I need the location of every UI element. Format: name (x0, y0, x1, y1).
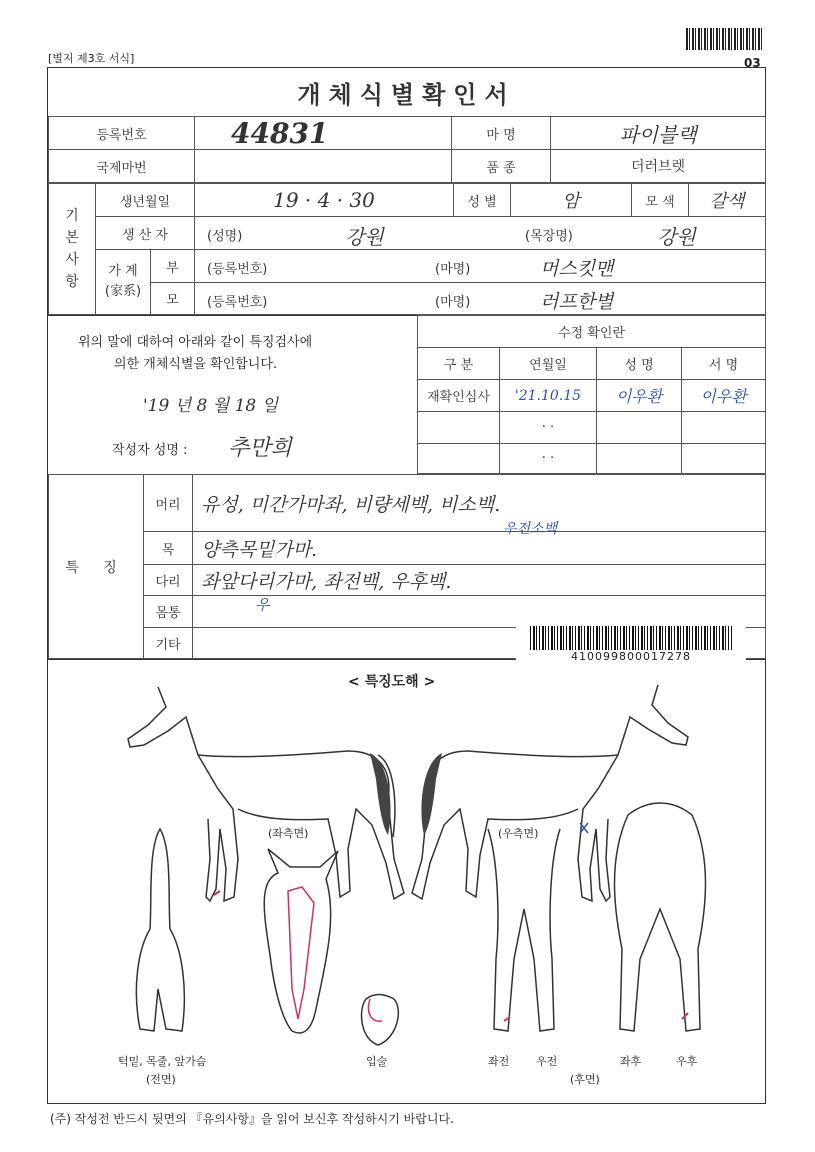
diagram-box (47, 659, 766, 1104)
color-value: 갈색 (688, 183, 766, 217)
farm-label: (목장명) (525, 229, 573, 244)
reg-no-value: 44831 (194, 116, 452, 150)
rev-row1-type: 재확인심사 (417, 379, 500, 412)
statement-line-1: 위의 말에 대하여 아래와 같이 특징검사에 (78, 335, 313, 350)
lips-mark (369, 999, 383, 1021)
rev-row2-sign (681, 411, 766, 444)
rev-row3-date: · · (499, 443, 597, 474)
rev-header-sign: 서 명 (681, 347, 766, 380)
page-title: 개체식별확인서 (297, 80, 516, 109)
dam-label: 모 (150, 282, 195, 315)
pedigree-label (95, 249, 151, 315)
rev-header-date: 연월일 (499, 347, 597, 380)
horse-left-side-outline (128, 687, 404, 901)
confirm-date: '19 년 8 월 18 일 (143, 396, 279, 416)
breed-label: 품 종 (451, 149, 551, 183)
dam-name-label: (마명) (435, 295, 471, 310)
intl-no-label: 국제마번 (48, 149, 195, 183)
intl-no-value (194, 149, 452, 183)
neck-front-outline (136, 829, 184, 1031)
forelegs-front-outline (488, 829, 560, 1031)
dam-reg-label: (등록번호) (207, 295, 268, 310)
color-label: 모 색 (631, 183, 689, 217)
registration-table (47, 116, 766, 184)
rev-header-type: 구 분 (417, 347, 500, 380)
birth-value: 19 · 4 · 30 (194, 183, 454, 217)
lips-caption: 입술 (366, 1055, 388, 1068)
feature-neck-text: 양측목밑가마. (201, 538, 318, 561)
confirm-statement (48, 315, 418, 475)
head-blaze-mark (288, 887, 314, 1019)
breed-value: 더러브렛 (550, 149, 766, 183)
footer-note: (주) 작성전 반드시 뒷면의 『유의사항』을 읽어 보신후 작성하시기 바랍니다. (50, 1112, 454, 1126)
breeder-label: 생 산 자 (95, 216, 195, 250)
rev-row2-type (417, 411, 500, 444)
writer-label: 작성자 성명 : (112, 443, 188, 458)
breeder-name-value: 강원 (345, 225, 384, 249)
form-number: [별지 제3호 서식] (48, 52, 135, 65)
sex-label: 성 별 (453, 183, 511, 217)
feature-leg-value: 좌앞다리가마, 좌전백, 우후백. (192, 564, 766, 596)
birth-label: 생년월일 (95, 183, 195, 217)
left-side-label: (좌측면) (268, 827, 309, 840)
rev-row1-date: '21.10.15 (499, 379, 597, 412)
features-section-label: 특 징 (48, 474, 144, 659)
left-fore-label: 좌전 (488, 1055, 510, 1068)
sire-reg-label: (등록번호) (207, 262, 268, 277)
tail-right (421, 753, 442, 835)
lips-outline (362, 995, 399, 1046)
statement-line-2: 의한 개체식별을 확인합니다. (114, 357, 278, 372)
writer-value: 추만희 (228, 436, 292, 461)
sire-label: 부 (150, 249, 195, 283)
feature-other-label: 기타 (143, 627, 193, 659)
left-hind-label: 좌후 (620, 1055, 642, 1068)
right-side-label: (우측면) (498, 827, 539, 840)
sire-name-label: (마명) (435, 262, 471, 277)
basic-char-4: 항 (65, 274, 79, 290)
barcode-bars (530, 626, 732, 650)
diagram-title: < 특징도해 > (348, 674, 436, 690)
basic-info-table (47, 183, 766, 316)
rev-row3-type (417, 443, 500, 474)
basic-section-label (48, 183, 96, 315)
feature-head-value: 유성, 미간가마좌, 비량세백, 비소백. (192, 474, 766, 532)
confirm-table (47, 315, 766, 475)
feature-neck-label: 목 (143, 531, 193, 565)
reg-no-label: 등록번호 (48, 116, 195, 150)
horse-diagram (48, 659, 765, 1099)
right-fore-label: 우전 (536, 1055, 558, 1068)
dam-name-value: 러프한별 (540, 291, 614, 313)
farm-value: 강원 (657, 225, 696, 249)
basic-char-2: 본 (65, 230, 79, 246)
basic-char-1: 기 (65, 208, 79, 224)
pedigree-text: 가 계 (108, 264, 138, 279)
feature-body-note: 우 (255, 596, 270, 614)
rev-row1-sign: 이우환 (681, 379, 766, 412)
right-hind-label: 우후 (676, 1055, 698, 1068)
front-caption-1: 턱밑, 목줄, 앞가슴 (118, 1055, 207, 1068)
rev-row2-name (596, 411, 682, 444)
rev-header-name: 성 명 (596, 347, 682, 380)
revision-title: 수정 확인란 (417, 315, 766, 348)
top-barcode (686, 28, 764, 50)
feature-head-label: 머리 (143, 474, 193, 532)
horse-name-value: 파이블랙 (550, 116, 766, 150)
page-number: 03 (744, 56, 761, 70)
horse-name-label: 마 명 (451, 116, 551, 150)
breeder-row (194, 216, 766, 250)
horse-right-side-outline (412, 685, 688, 901)
front-caption-2: (전면) (146, 1073, 176, 1086)
pedigree-hanja: (家系) (104, 284, 142, 299)
rev-row1-name: 이우환 (596, 379, 682, 412)
rev-row3-name (596, 443, 682, 474)
dam-row (194, 282, 766, 315)
sex-value: 암 (510, 183, 632, 217)
title-box (47, 67, 766, 117)
rear-caption: (후면) (570, 1073, 600, 1086)
sire-name-value: 머스킷맨 (540, 258, 614, 280)
rev-row3-sign (681, 443, 766, 474)
feature-neck-value (192, 521, 766, 565)
hindlegs-rear-outline (615, 803, 706, 1031)
features-table (47, 474, 766, 663)
feature-body-label: 몸통 (143, 595, 193, 628)
basic-char-3: 사 (65, 252, 79, 268)
sire-row (194, 249, 766, 283)
rev-row2-date: · · (499, 411, 597, 444)
barcode-number: 410099800017278 (571, 650, 691, 663)
feature-leg-label: 다리 (143, 564, 193, 596)
breeder-name-label: (성명) (207, 229, 243, 244)
feature-neck-note: 우전소백 (503, 521, 558, 537)
